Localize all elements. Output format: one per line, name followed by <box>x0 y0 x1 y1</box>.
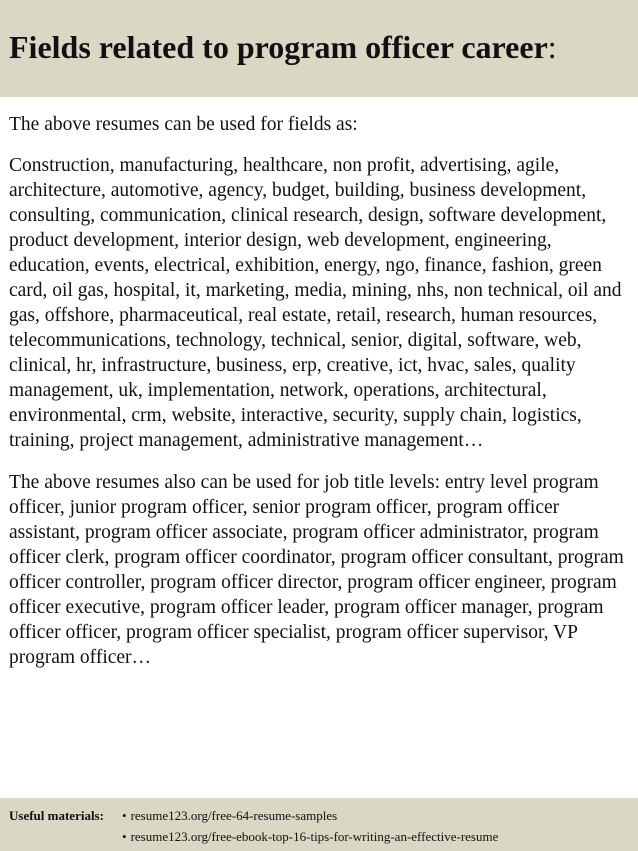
bullet-icon: • <box>122 808 127 823</box>
page-title-colon: : <box>547 29 557 65</box>
job-levels-paragraph: The above resumes also can be used for job title levels: entry level program officer, junior program officer, senior program officer, program officer assistant, program officer associate, program officer administrator, program officer clerk, program officer coordinator, program officer consultant, program officer controller, program officer director, program officer engineer, program officer executive, program officer leader, program officer manager, program officer officer, program officer specialist, program officer supervisor, VP program officer… <box>9 472 624 668</box>
fields-paragraph: Construction, manufacturing, healthcare, non profit, advertising, agile, architecture, automotive, agency, budget, building, business development, consulting, communication, clinical research, design, software development, product development, interior design, web development, engineering, education, events, electrical, exhibition, energy, ngo, finance, fashion, green card, oil gas, hospital, it, marketing, media, mining, nhs, non technical, oil and gas, offshore, pharmaceutical, real estate, retail, research, human resources, telecommunications, technology, technical, senior, digital, software, web, clinical, hr, infrastructure, business, erp, creative, ict, hvac, sales, quality management, uk, implementation, network, operations, architectural, environmental, crm, website, interactive, security, supply chain, logistics, training, project management, administrative management… <box>9 155 622 451</box>
bullet-icon: • <box>122 829 127 844</box>
page-title-text: Fields related to program officer career <box>9 29 548 65</box>
resource-link-resume-samples[interactable] <box>122 808 337 824</box>
resource-link-ebook-tips[interactable] <box>122 829 498 845</box>
intro-text: The above resumes can be used for fields as: <box>9 114 358 135</box>
useful-materials-footer <box>0 798 638 851</box>
useful-materials-label: Useful materials: <box>9 808 104 823</box>
title-banner <box>0 0 638 97</box>
resource-link-text[interactable]: resume123.org/free-64-resume-samples <box>130 808 338 823</box>
resource-link-text[interactable]: resume123.org/free-ebook-top-16-tips-for-writing-an-effective-resume <box>130 829 499 844</box>
page-title <box>9 27 557 67</box>
main-content <box>9 112 631 670</box>
